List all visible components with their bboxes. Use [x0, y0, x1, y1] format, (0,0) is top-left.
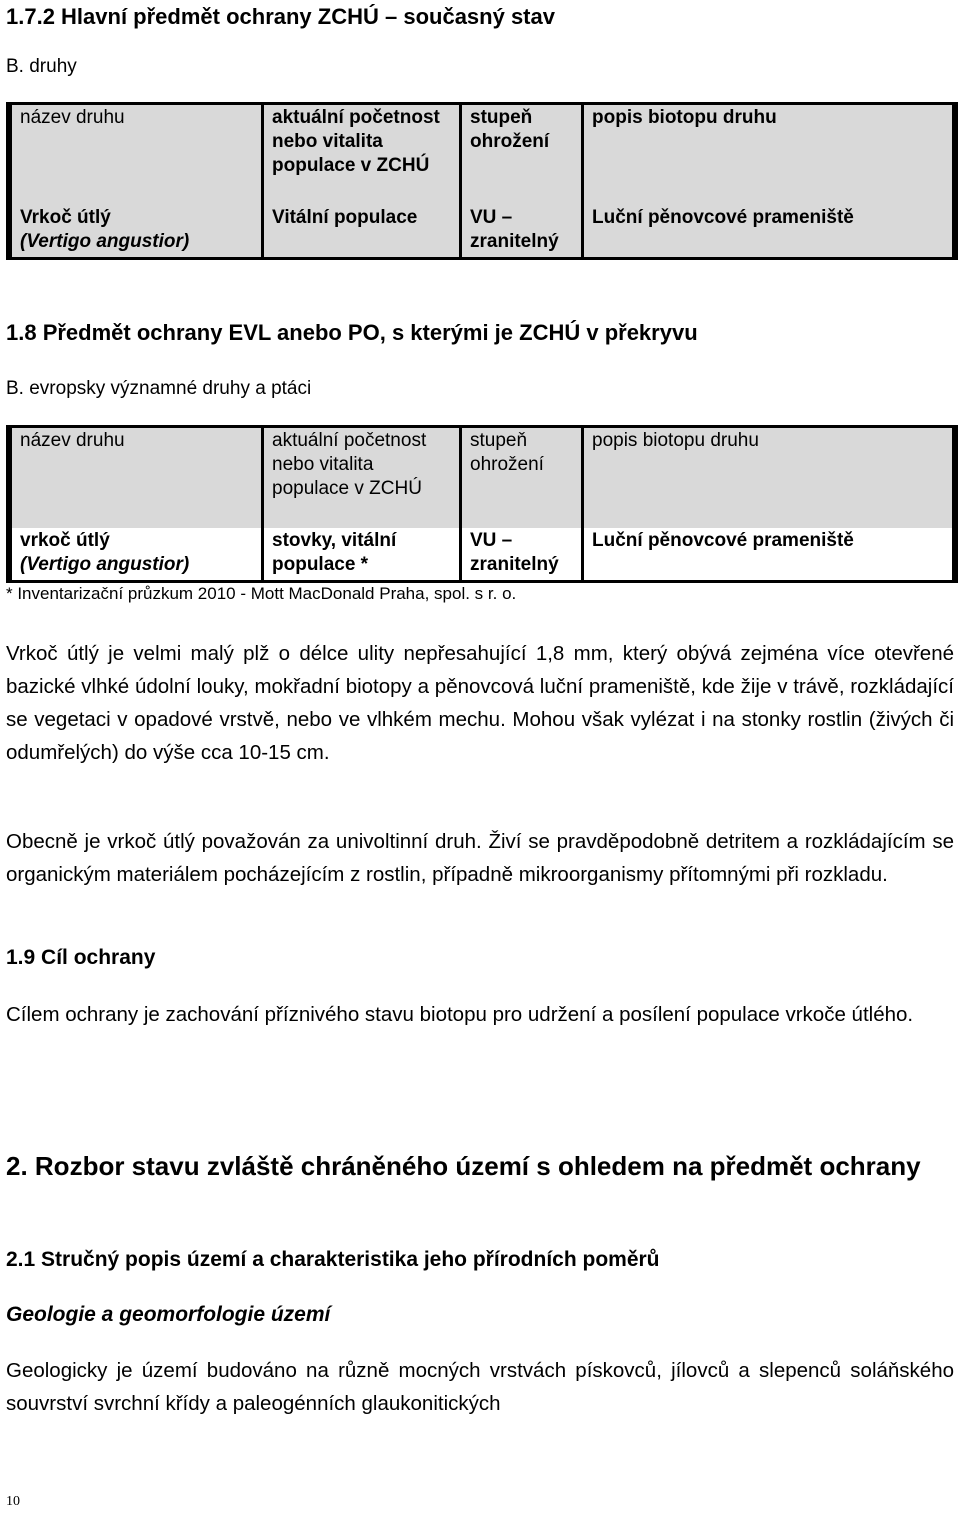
page-number: 10: [6, 1494, 20, 1509]
header-population: aktuální početnost nebo vitalita populace v ZCHÚ: [264, 105, 459, 205]
species-name-cell: [12, 528, 261, 580]
section-subtitle-species: B. druhy: [6, 56, 77, 77]
header-population: aktuální početnost nebo vitalita populace v ZCHÚ: [264, 428, 459, 528]
description-paragraph-2: Obecně je vrkoč útlý považován za univoltinní druh. Živí se pravděpodobně detritem a rozkládajícím se organickým materiálem pocházejícím z rostlin, případně mikroorganismy přítomnými při rozkladu.: [6, 830, 954, 886]
table-footnote: * Inventarizační průzkum 2010 - Mott MacDonald Praha, spol. s r. o.: [6, 584, 517, 603]
section-title-1-9: 1.9 Cíl ochrany: [6, 946, 156, 969]
species-name-cell: [12, 205, 261, 257]
species-name: vrkoč útlý: [20, 530, 110, 551]
eu-species-table: [6, 425, 958, 583]
description-paragraph-1: Vrkoč útlý je velmi malý plž o délce ulity nepřesahující 1,8 mm, který obývá zejména více otevřené bazické vlhké údolní louky, mokřadní biotopy a pěnovcová luční prameniště, kde žije v trávě, rozkládající se vegetaci v opadové vrstvě, nebo ve vlhkém mechu. Mohou však vylézat i na stonky rostlin (živých či odumřelých) do výše cca 10-15 cm.: [6, 642, 954, 764]
section-title-2-1: 2.1 Stručný popis území a charakteristika jeho přírodních poměrů: [6, 1248, 660, 1271]
biotope-cell: Luční pěnovcové prameniště: [584, 205, 952, 257]
table-row: [12, 528, 952, 580]
threat-cell: VU – zranitelný: [462, 528, 581, 580]
goal-paragraph: Cílem ochrany je zachování příznivého stavu biotopu pro udržení a posílení populace vrkoče útlého.: [6, 1003, 914, 1026]
section-title-2: 2. Rozbor stavu zvláště chráněného území s ohledem na předmět ochrany: [6, 1151, 921, 1181]
header-species-name: název druhu: [12, 428, 261, 528]
section-title-1-7-2: 1.7.2 Hlavní předmět ochrany ZCHÚ – současný stav: [6, 4, 555, 29]
table-header-row: [12, 105, 952, 205]
header-threat: stupeň ohrožení: [462, 428, 581, 528]
section-title-1-8: 1.8 Předmět ochrany EVL anebo PO, s kterými je ZCHÚ v překryvu: [6, 320, 698, 345]
geology-heading: Geologie a geomorfologie území: [6, 1303, 331, 1326]
species-latin: (Vertigo angustior): [20, 231, 190, 252]
population-cell: Vitální populace: [264, 205, 459, 257]
header-biotope: popis biotopu druhu: [584, 105, 952, 205]
header-threat: stupeň ohrožení: [462, 105, 581, 205]
species-name: Vrkoč útlý: [20, 207, 111, 228]
table-row: [12, 205, 952, 257]
species-table: [6, 102, 958, 260]
geology-paragraph: Geologicky je území budováno na různě mocných vrstvách pískovců, jílovců a slepenců soláňského souvrství svrchní křídy a paleogénních glaukonitických: [6, 1359, 954, 1415]
table-header-row: [12, 428, 952, 528]
section-subtitle-eu-species: B. evropsky významné druhy a ptáci: [6, 378, 312, 399]
population-cell: stovky, vitální populace *: [264, 528, 459, 580]
biotope-cell: Luční pěnovcové prameniště: [584, 528, 952, 580]
header-biotope: popis biotopu druhu: [584, 428, 952, 528]
threat-cell: VU – zranitelný: [462, 205, 581, 257]
header-species-name: název druhu: [12, 105, 261, 205]
species-latin: (Vertigo angustior): [20, 554, 190, 575]
